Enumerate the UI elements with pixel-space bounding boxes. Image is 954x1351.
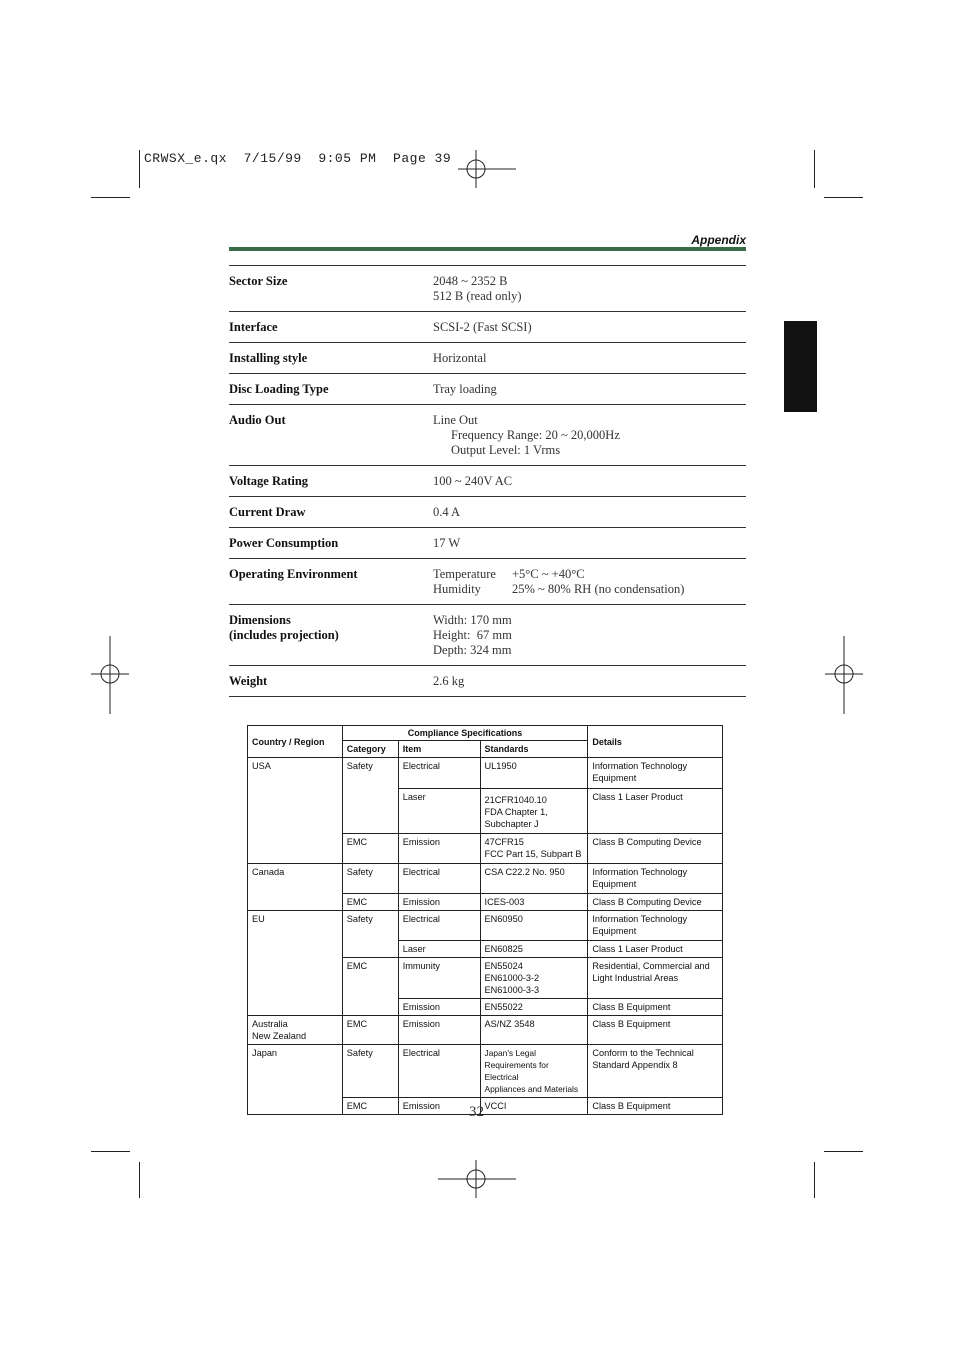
category-cell: EMC — [342, 894, 398, 911]
details-cell: Information Technology Equipment — [588, 864, 723, 894]
spec-label-line: Dimensions — [229, 613, 291, 627]
spec-value — [433, 605, 746, 666]
details-cell: Class B Equipment — [588, 999, 723, 1016]
country-cell: Japan — [248, 1045, 343, 1115]
spec-label: Current Draw — [229, 497, 433, 528]
spec-row — [229, 466, 746, 497]
standards-line: Appliances and Materials — [484, 1084, 579, 1094]
spec-label: Audio Out — [229, 405, 433, 466]
spec-label: Weight — [229, 666, 433, 697]
details-cell: Class B Equipment — [588, 1016, 723, 1045]
standards-cell: AS/NZ 3548 — [480, 1016, 588, 1045]
item-cell: Emission — [398, 1098, 480, 1115]
item-cell: Emission — [398, 834, 480, 864]
spec-row — [229, 312, 746, 343]
standards-line: EN61000-3-2 — [484, 973, 540, 983]
standards-line: FCC Part 15, Subpart B — [484, 849, 582, 859]
specifications-table — [229, 265, 746, 697]
spec-value — [433, 266, 746, 312]
spec-label: Power Consumption — [229, 528, 433, 559]
item-cell: Emission — [398, 1016, 480, 1045]
env-key: Temperature — [433, 567, 496, 581]
spec-row — [229, 266, 746, 312]
item-cell: Emission — [398, 999, 480, 1016]
spec-label: Voltage Rating — [229, 466, 433, 497]
spec-value-line — [433, 567, 746, 582]
spec-row — [229, 497, 746, 528]
details-cell: Class B Computing Device — [588, 894, 723, 911]
standards-cell: VCCI — [480, 1098, 588, 1115]
spec-row — [229, 405, 746, 466]
spec-value-line — [433, 582, 746, 597]
category-cell: EMC — [342, 1098, 398, 1115]
spec-value-line: Depth: 324 mm — [433, 643, 512, 657]
spec-row — [229, 605, 746, 666]
col-header-group: Compliance Specifications — [342, 726, 588, 741]
spec-row — [229, 559, 746, 605]
category-cell: Safety — [342, 911, 398, 958]
registration-mark-right-icon — [825, 636, 863, 714]
standards-line: Japan's Legal — [484, 1048, 536, 1058]
details-cell: Class 1 Laser Product — [588, 789, 723, 834]
spec-label: Sector Size — [229, 266, 433, 312]
spec-row — [229, 666, 746, 697]
spec-row — [229, 374, 746, 405]
spec-value-line: Height: 67 mm — [433, 628, 512, 642]
standards-cell — [480, 1045, 588, 1098]
spec-value: 100 ~ 240V AC — [433, 466, 746, 497]
standards-cell: EN55022 — [480, 999, 588, 1016]
item-cell: Emission — [398, 894, 480, 911]
col-header-details: Details — [588, 726, 723, 758]
spec-value: SCSI-2 (Fast SCSI) — [433, 312, 746, 343]
category-cell: Safety — [342, 758, 398, 834]
header-rule — [229, 247, 746, 251]
compliance-table — [247, 725, 723, 1115]
registration-mark-bottom-icon — [438, 1160, 518, 1198]
item-cell: Electrical — [398, 911, 480, 941]
registration-mark-top-icon — [458, 150, 518, 188]
details-cell: Information Technology Equipment — [588, 758, 723, 789]
spec-value-line: Frequency Range: 20 ~ 20,000Hz — [451, 428, 620, 442]
category-cell: Safety — [342, 1045, 398, 1098]
country-cell: Australia New Zealand — [248, 1016, 343, 1045]
standards-cell: EN60825 — [480, 941, 588, 958]
spec-label: Interface — [229, 312, 433, 343]
category-cell: EMC — [342, 834, 398, 864]
category-cell: Safety — [342, 864, 398, 894]
item-cell: Electrical — [398, 864, 480, 894]
standards-cell — [480, 958, 588, 999]
item-cell: Electrical — [398, 758, 480, 789]
standards-line: 21CFR1040.10 — [484, 795, 547, 805]
standards-line: EN61000-3-3 — [484, 985, 540, 995]
col-header-item: Item — [398, 741, 480, 758]
section-label: Appendix — [691, 233, 746, 247]
item-cell: Electrical — [398, 1045, 480, 1098]
env-key: Humidity — [433, 582, 481, 596]
col-header-country: Country / Region — [248, 726, 343, 758]
spec-label: Operating Environment — [229, 559, 433, 605]
spec-value: 17 W — [433, 528, 746, 559]
standards-line: EN55024 — [484, 961, 523, 971]
table-row — [248, 864, 723, 894]
spec-label: Installing style — [229, 343, 433, 374]
category-cell: EMC — [342, 1016, 398, 1045]
table-row — [248, 1045, 723, 1098]
spec-value-line: Line Out — [433, 413, 478, 427]
details-cell: Information Technology Equipment — [588, 911, 723, 941]
spec-value — [433, 559, 746, 605]
standards-cell: ICES-003 — [480, 894, 588, 911]
env-value: 25% ~ 80% RH (no condensation) — [512, 582, 685, 596]
registration-mark-left-icon — [91, 636, 129, 714]
standards-cell: CSA C22.2 No. 950 — [480, 864, 588, 894]
spec-value — [433, 405, 746, 466]
spec-value: Horizontal — [433, 343, 746, 374]
spec-value-line: 2048 ~ 2352 B — [433, 274, 508, 288]
spec-label-line: (includes projection) — [229, 628, 339, 642]
spec-value: 0.4 A — [433, 497, 746, 528]
printer-slug: CRWSX_e.qx 7/15/99 9:05 PM Page 39 — [144, 151, 452, 166]
country-cell: USA — [248, 758, 343, 864]
spec-row — [229, 528, 746, 559]
col-header-standards: Standards — [480, 741, 588, 758]
details-cell: Conform to the Technical Standard Appendix 8 — [588, 1045, 723, 1098]
spec-label — [229, 605, 433, 666]
env-value: +5°C ~ +40°C — [512, 567, 585, 581]
category-cell: EMC — [342, 958, 398, 1016]
spec-value: Tray loading — [433, 374, 746, 405]
standards-line: Subchapter J — [484, 819, 539, 829]
col-header-category: Category — [342, 741, 398, 758]
country-cell: Canada — [248, 864, 343, 911]
compliance-header-row — [248, 726, 723, 741]
details-cell: Residential, Commercial and Light Industrial Areas — [588, 958, 723, 999]
table-row — [248, 758, 723, 789]
item-cell: Laser — [398, 789, 480, 834]
table-row — [248, 1016, 723, 1045]
thumb-tab — [784, 321, 817, 412]
standards-line: FDA Chapter 1, — [484, 807, 548, 817]
spec-value-line: Output Level: 1 Vrms — [451, 443, 561, 457]
page-number: 32 — [469, 1104, 484, 1120]
standards-line: 47CFR15 — [484, 837, 524, 847]
spec-value: 2.6 kg — [433, 666, 746, 697]
country-cell: EU — [248, 911, 343, 1016]
item-cell: Immunity — [398, 958, 480, 999]
spec-row — [229, 343, 746, 374]
details-cell: Class 1 Laser Product — [588, 941, 723, 958]
spec-label: Disc Loading Type — [229, 374, 433, 405]
table-row — [248, 911, 723, 941]
spec-value-line: 512 B (read only) — [433, 289, 522, 303]
standards-line: Requirements for Electrical — [484, 1060, 549, 1082]
standards-cell — [480, 789, 588, 834]
item-cell: Laser — [398, 941, 480, 958]
details-cell: Class B Equipment — [588, 1098, 723, 1115]
standards-cell: EN60950 — [480, 911, 588, 941]
standards-cell: UL1950 — [480, 758, 588, 789]
details-cell: Class B Computing Device — [588, 834, 723, 864]
spec-value-line: Width: 170 mm — [433, 613, 512, 627]
standards-cell — [480, 834, 588, 864]
